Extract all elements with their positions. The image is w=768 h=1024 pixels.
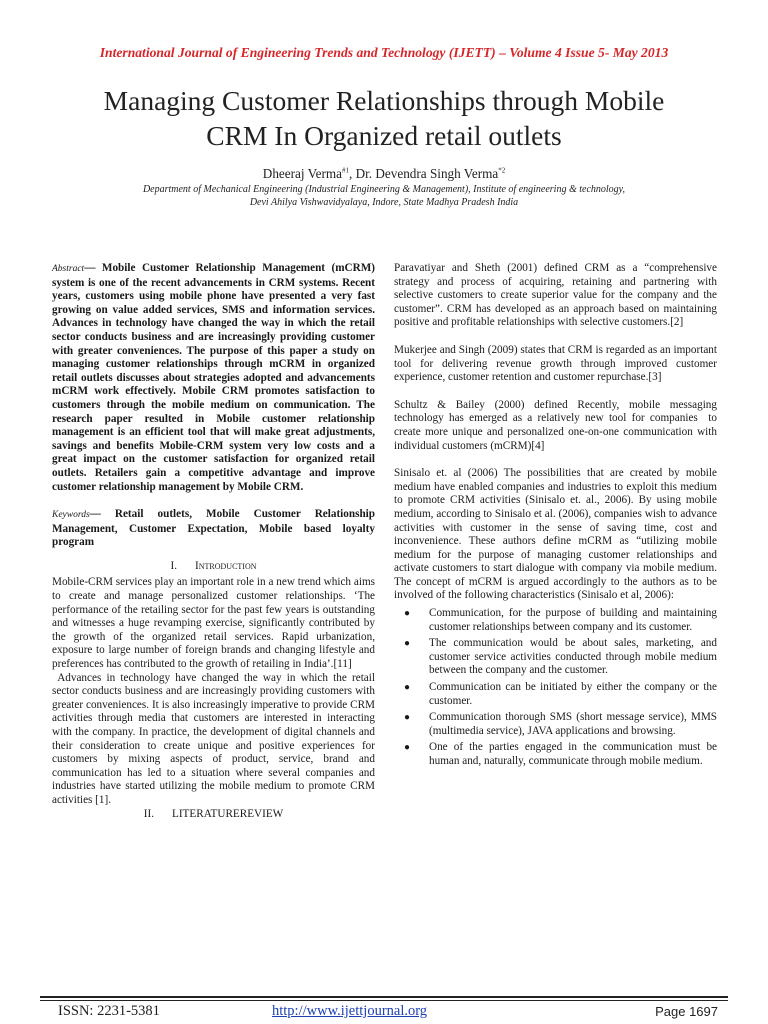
paper-title <box>40 83 728 153</box>
intro-paragraph-2: Advances in technology have changed the way in which the retail sector conducts business and are increasingly providing customers with greater conveniences. It is also increasingly imperative to provide CRM activities through media that customers are interested in interacting with the company. In practice, the development of digital channels and their consideration to create unique and positive experiences for customers by mixing aspects of product, service, brand and communication has led to a situation where several companies and industries have started utilizing the mobile medium to promote CRM activities [1]. <box>52 671 375 806</box>
footer-rule-thick <box>40 996 728 998</box>
bullet-icon: ● <box>404 638 411 650</box>
keywords-dash: — <box>89 508 115 521</box>
author-list <box>0 166 768 182</box>
list-item <box>394 607 717 634</box>
list-item-text: Communication can be initiated by either the company or the customer. <box>429 681 717 707</box>
journal-website-link[interactable]: http://www.ijettjournal.org <box>272 1003 428 1019</box>
list-item <box>394 711 717 738</box>
list-item-text: The communication would be about sales, marketing, and customer service activities conducted through mobile medium between the company and the customer. <box>429 637 717 677</box>
affiliation-line-2: Devi Ahilya Vishwavidyalaya, Indore, State Madhya Pradesh India <box>249 197 519 208</box>
author-separator: , <box>349 166 356 181</box>
section-heading-introduction <box>52 560 375 574</box>
abstract-text: Mobile Customer Relationship Management (mCRM) system is one of the recent advancements in CRM systems. Recent years, customers using mobile phone have presented a very fast growing on value added services, SMS and information services. Advances in technology have changed the way in which the retail sector conducts business and are increasingly providing customer with greater conveniences. The purpose of this paper a study on managing customer relationships through mCRM in organized retail outlets discusses about strategies adopted and advancements mCRM work effectively. Mobile CRM promotes satisfaction to customers through the mobile medium on communication. The research paper resulted in Mobile customer relationship management is an efficient tool that will make great adjustments, savings and benefits Mobile-CRM system very low costs and a great impact on the customer satisfaction for organized retail outlets. Retailers gain a competitive advantage and improve customer relationship management by Mobile CRM. <box>52 262 375 493</box>
literature-paragraph-4: Sinisalo et. al (2006) The possibilities that are created by mobile medium have enabled companies and industries to exploit this medium to promote CRM activities (Sinisalo et. al., 2006). By using mobile medium, according to Sinisalo et al. (2006), companies wish to advance activities with customer in the sense of saving time, cost and inconvenience. These authors define mCRM as “utilizing mobile medium for the purpose of managing customer relationships and activate customers to start dialogue with company via mobile medium. The concept of mCRM is argued accordingly to the authors as to be involved of the following characteristics (Sinisalo et al, 2006): <box>394 467 717 602</box>
section-1-title: Introduction <box>195 559 257 572</box>
abstract-dash: — <box>84 262 102 274</box>
list-item-text: One of the parties engaged in the communication must be human and, naturally, communicate through mobile medium. <box>429 741 717 767</box>
author-1: Dheeraj Verma <box>262 166 343 181</box>
author-2-mark: *2 <box>498 166 506 175</box>
paper-title-line-2: CRM In Organized retail outlets <box>206 120 562 151</box>
list-item <box>394 637 717 678</box>
literature-paragraph-3: Schultz & Bailey (2000) defined Recently, mobile messaging technology has emerged as a relatively new tool for companies to create more unique and personalized one-on-one communication with individual customers (mCRM)[4] <box>394 398 717 452</box>
bullet-icon: ● <box>404 742 411 754</box>
literature-paragraph-2: Mukerjee and Singh (2009) states that CRM is regarded as an important tool for delivering revenue growth through improved customer experience, customer retention and customer repurchase.[3] <box>394 343 717 384</box>
intro-paragraph-1: Mobile-CRM services play an important role in a new trend which aims to create and manage personalized customer relationships. ‘The performance of the retailing sector for the past few years is outstanding and witnesses a huge revamping exercise, significantly contributed by the growth of the organized retail services. Rapid urbanization, exposure to large number of foreign brands and changing lifestyle and preferences has contributed to the growth of retailing in India’.[11] <box>52 576 375 671</box>
list-item <box>394 741 717 768</box>
bullet-icon: ● <box>404 712 411 724</box>
keywords <box>52 508 375 550</box>
left-column <box>52 262 375 824</box>
keywords-label: Keywords <box>52 510 90 521</box>
abstract <box>52 262 375 494</box>
section-2-title: LITERATUREREVIEW <box>172 807 284 820</box>
abstract-label: Abstract <box>52 264 85 274</box>
bullet-icon: ● <box>404 682 411 694</box>
list-item <box>394 681 717 708</box>
author-2: Dr. Devendra Singh Verma <box>355 166 499 181</box>
list-item-text: Communication, for the purpose of building and maintaining customer relationships between company and its customer. <box>429 607 717 633</box>
journal-header: International Journal of Engineering Trends and Technology (IJETT) – Volume 4 Issue 5- May 2013 <box>99 45 669 60</box>
literature-paragraph-1: Paravatiyar and Sheth (2001) defined CRM as a “comprehensive strategy and process of acquiring, retaining and partnering with selective customers to create superior value for the company and the customer”. CRM has developed as an approach based on maintaining positive and profitable relationships with selective customers.[2] <box>394 262 717 329</box>
right-column <box>394 262 717 772</box>
footer-rule-thin <box>40 1000 728 1001</box>
section-1-number: I. <box>170 559 178 572</box>
footer-issn: ISSN: 2231-5381 <box>58 1003 160 1019</box>
list-item-text: Communication thorough SMS (short message service), MMS (multimedia service), JAVA applications and browsing. <box>429 711 717 737</box>
section-heading-literature-review <box>52 808 375 822</box>
mcrm-characteristics-list <box>394 607 717 769</box>
page-number: Page 1697 <box>655 1004 718 1019</box>
bullet-icon: ● <box>404 608 411 620</box>
keywords-text: Retail outlets, Mobile Customer Relationship Management, Customer Expectation, Mobile based loyalty program <box>52 508 375 549</box>
affiliation <box>0 183 768 209</box>
affiliation-line-1: Department of Mechanical Engineering (Industrial Engineering & Management), Institute of engineering & technology, <box>142 184 626 195</box>
paper-title-line-1: Managing Customer Relationships through Mobile <box>103 85 665 116</box>
section-2-number: II. <box>143 807 154 820</box>
author-1-mark: #1 <box>342 166 350 175</box>
